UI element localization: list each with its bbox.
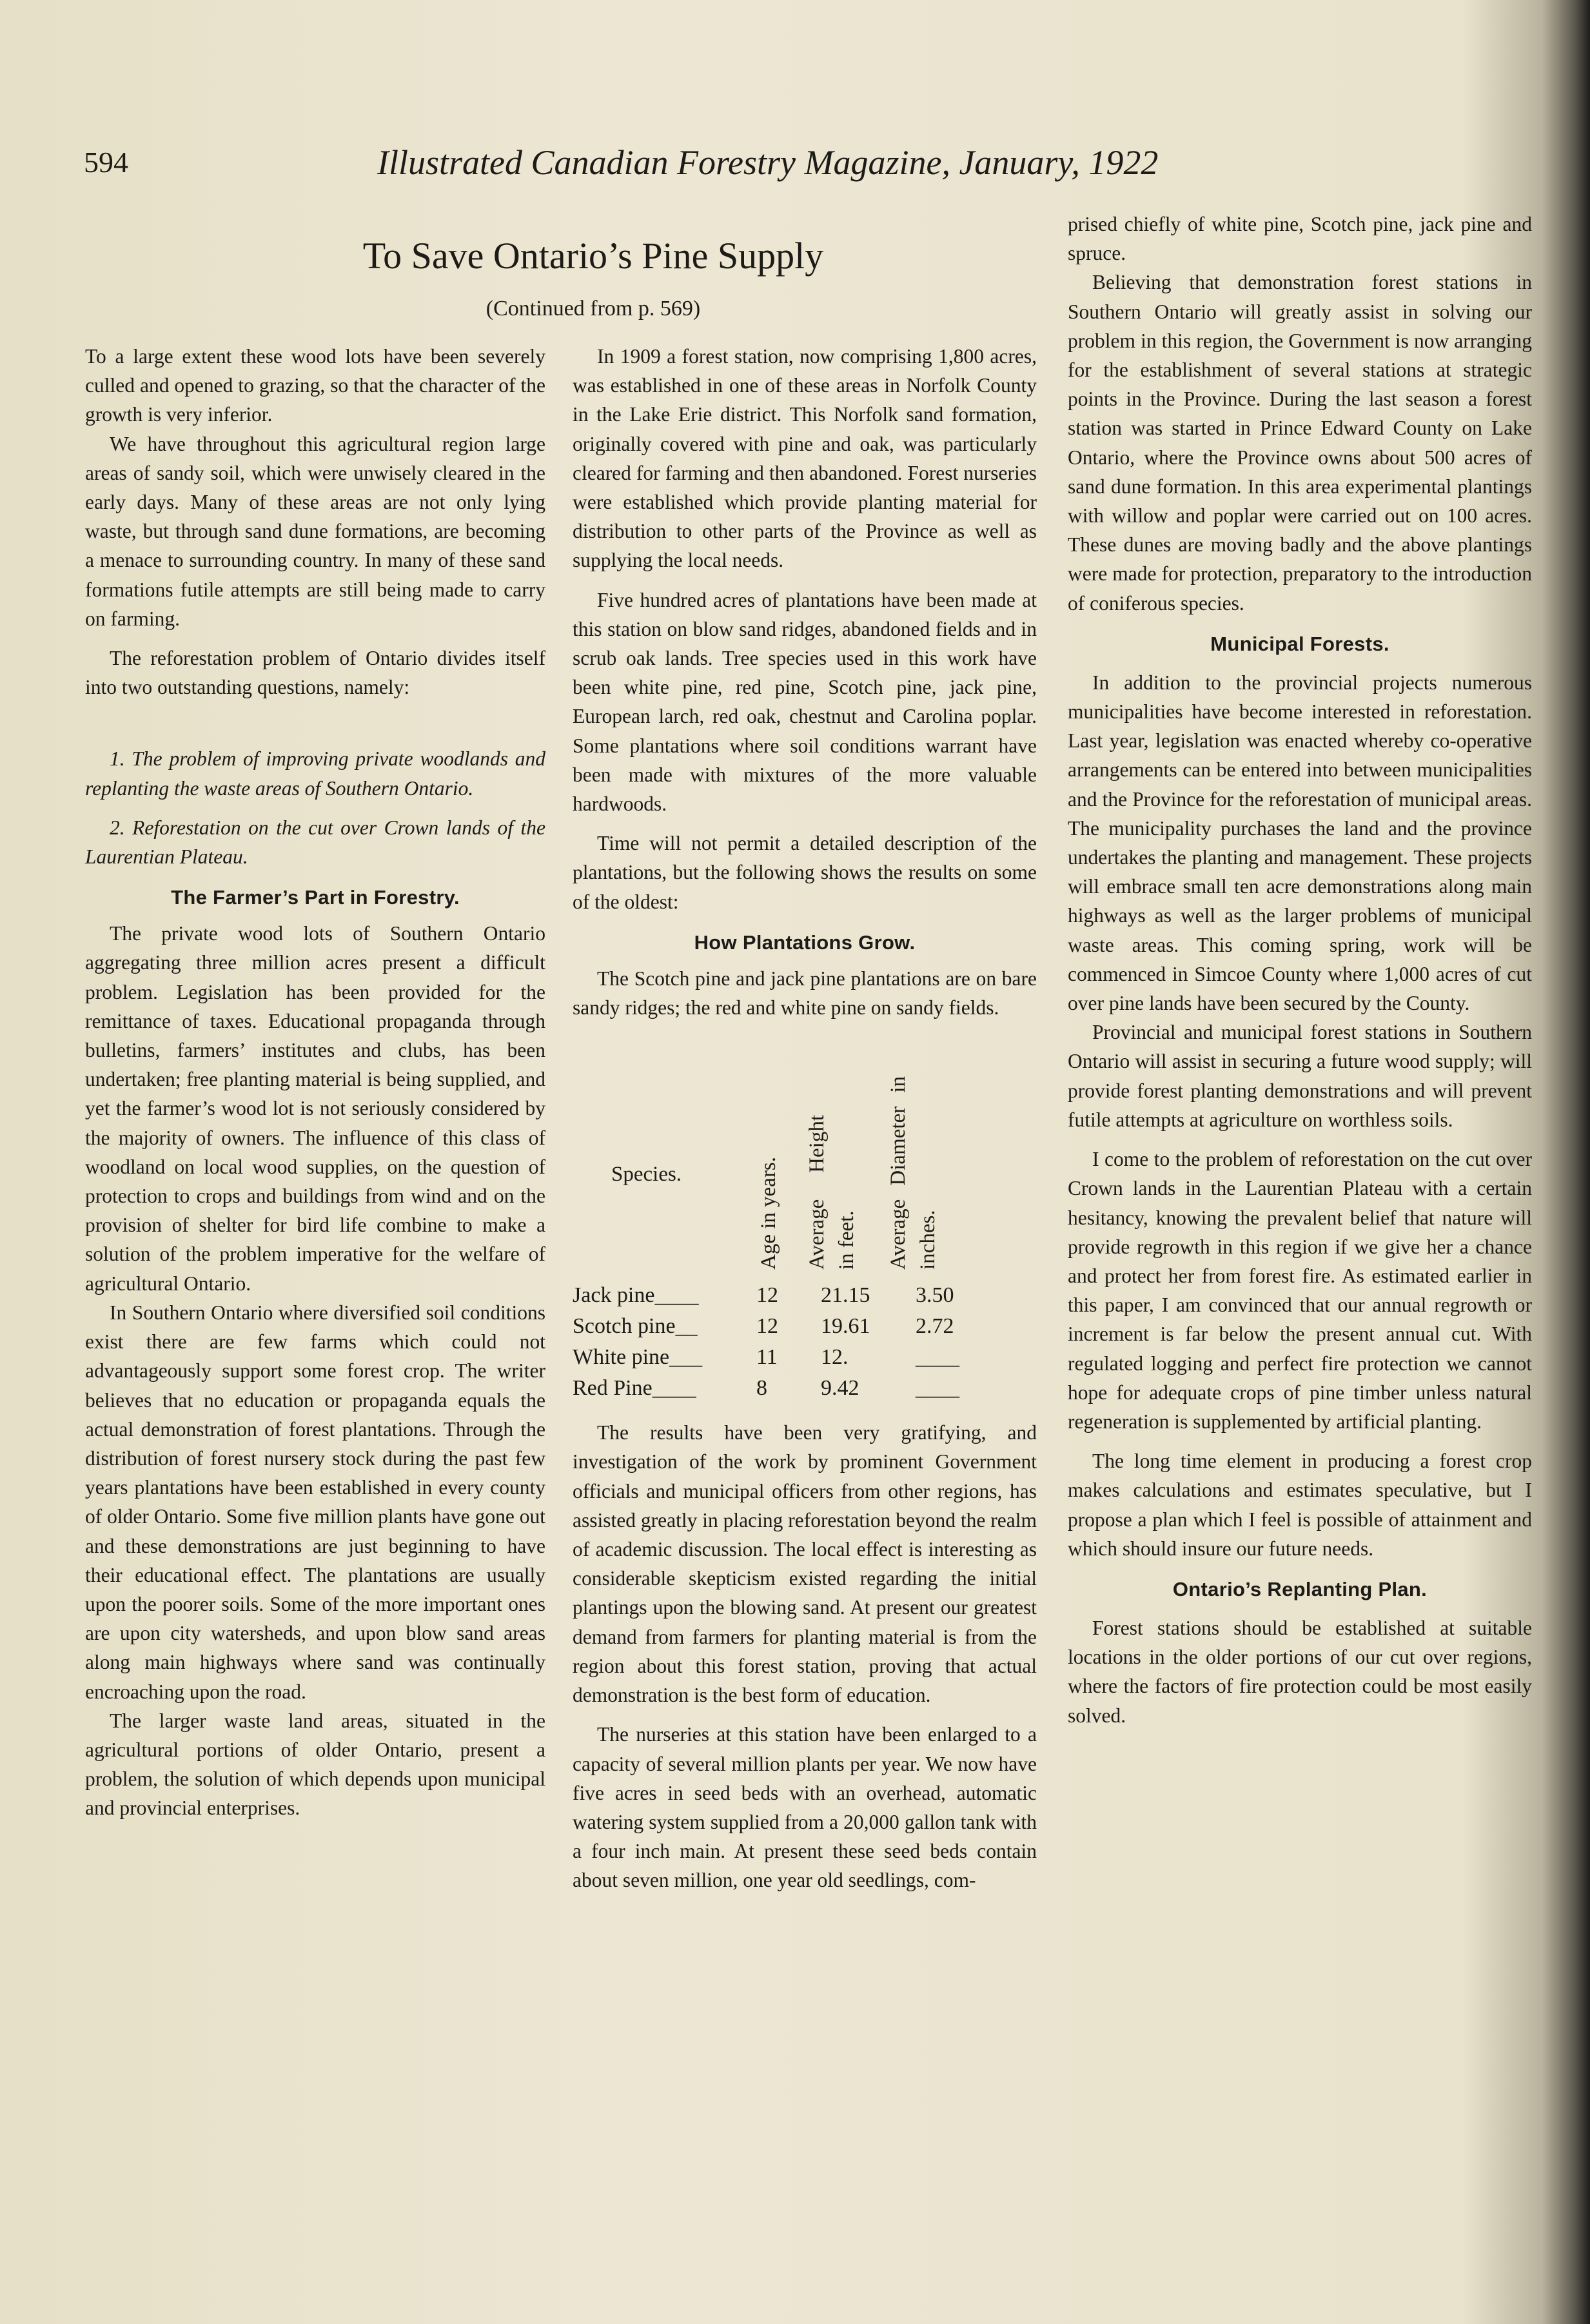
paragraph: We have throughout this agricultural region large areas of sandy soil, which were unwisely cleared in the early days. Many of these areas are not only lying waste, but through sand dune formations, are becoming a menace to surrounding country. In many of these sand formations futile attempts are still being made to carry on farming.: [85, 432, 545, 630]
paragraph: Time will not permit a detailed description of the plantations, but the following shows the results on some of the oldest:: [573, 832, 1037, 913]
table-row: [573, 1311, 1037, 1342]
cell-diameter: 2.72: [916, 1314, 954, 1339]
paragraph: In 1909 a forest station, now comprising 1,800 acres, was established in one of these areas in Norfolk County in the Lake Erie district. This Norfolk sand formation, originally covered with pine and oak, was particularly cleared for farming and then abandoned. Forest nurseries were established which provide planting material for distribution to other parts of the Province as well as supplying the local needs.: [573, 345, 1037, 572]
cell-height: 12.: [821, 1345, 849, 1370]
cell-height: 21.15: [821, 1283, 870, 1308]
section-heading: The Farmer’s Part in Forestry.: [171, 886, 460, 909]
table-header-height: [802, 1115, 861, 1270]
continued-note: (Continued from p. 569): [486, 297, 701, 320]
section-heading: Municipal Forests.: [1210, 632, 1389, 655]
cell-diameter: 3.50: [916, 1283, 954, 1308]
paragraph: Provincial and municipal forest stations in Southern Ontario will assist in securing a future wood supply; will provide forest planting demonstrations and will prevent futile attempts at agriculture on worthless soils.: [1068, 1021, 1532, 1131]
table-header-species: Species.: [611, 1163, 682, 1187]
paragraph: The long time element in producing a forest crop makes calculations and estimates speculative, but I propose a plan which I feel is possible of attainment and which should insure our future needs.: [1068, 1450, 1532, 1560]
column-3: [1068, 210, 1532, 1730]
cell-age: 12: [756, 1283, 778, 1308]
cell-age: 12: [756, 1314, 778, 1339]
cell-species: Jack pine____: [573, 1283, 699, 1308]
paragraph: Believing that demonstration forest stations in Southern Ontario will greatly assist in solving our problem in this region, the Government is now arranging for the establishment of several stations at strategic points in the Province. During the last season a forest station was started in Prince Edward County on Lake Ontario, where the Province owns about 500 acres of sand dune formation. In this area experimental plantings with willow and poplar were carried out on 100 acres. These dunes are moving badly and the above plantings were made for protection, preparatory to the introduction of coniferous species.: [1068, 271, 1532, 615]
table-header-age: Age in years.: [757, 1157, 780, 1270]
paragraph: The larger waste land areas, situated in the agricultural portions of older Ontario, present a problem, the solution of which depends upon municipal and provincial enterprises.: [85, 1709, 545, 1820]
cell-height: 19.61: [821, 1314, 870, 1339]
paragraph: The nurseries at this station have been enlarged to a capacity of several million plants per year. We now have five acres in seed beds with an overhead, automatic watering system supplied from a 20,000 gallon tank with a four inch main. At present these seed beds contain about seven million, one year old seedlings, com-: [573, 1723, 1037, 1892]
cell-age: 11: [756, 1345, 778, 1370]
paragraph: In Southern Ontario where diversified soil conditions exist there are few farms which could not advantageously support some forest crop. The writer believes that no education or propaganda equals the actual demonstration of forest plantations. Through the distribution of forest nursery stock during the past few years plantations have been established in every county of older Ontario. Some five million plants have gone out and these demonstrations are just beginning to have their educational effect. The plantations are usually upon the poorer soils. Some of the more important ones are upon city watersheds, and upon blow sand areas along main highways where sand was continually encroaching upon the road.: [85, 1301, 545, 1703]
list-item: 2. Reforestation on the cut over Crown lands of the Laurentian Plateau.: [85, 816, 545, 869]
cell-age: 8: [756, 1376, 767, 1401]
section-heading: How Plantations Grow.: [694, 931, 916, 954]
article-title: To Save Ontario’s Pine Supply: [362, 235, 824, 277]
paragraph: The reforestation problem of Ontario divides itself into two outstanding questions, namely:: [85, 647, 545, 699]
table-header-height-text: Average Height in feet.: [805, 1115, 858, 1270]
cell-species: Scotch pine__: [573, 1314, 698, 1339]
cell-species: White pine___: [573, 1345, 703, 1370]
paragraph: Five hundred acres of plantations have been made at this station on blow sand ridges, abandoned fields and in scrub oak lands. Tree species used in this work have been white pine, red pine, Scotch pine, jack pine, European larch, red oak, chestnut and Carolina poplar. Some plantations where soil conditions warrant have been made with mixtures of the more valuable hardwoods.: [573, 588, 1037, 816]
paragraph: The results have been very gratifying, and investigation of the work by prominent Government officials and municipal officers from other regions, has assisted greatly in placing reforestation beyond the realm of academic discussion. The local effect is interesting as considerable skepticism existed regarding the initial plantings upon the blowing sand. At present our greatest demand from farmers for planting material is from the region about this forest station, proving that actual demonstration is the best form of education.: [573, 1421, 1037, 1707]
paragraph: In addition to the provincial projects numerous municipalities have become interested in reforestation. Last year, legislation was enacted whereby co-operative arrangements can be entered into between municipalities and the Province for the reforestation of municipal areas. The municipality purchases the land and the province undertakes the planting and management. These projects will embrace small ten acre demonstrations along main highways as well as the larger problems of municipal waste areas. This coming spring, work will be commenced in Simcoe County where 1,000 acres of cut over pine lands have been secured by the County.: [1068, 671, 1532, 1015]
page-header: [84, 143, 1244, 195]
paragraph: prised chiefly of white pine, Scotch pine, jack pine and spruce.: [1068, 213, 1532, 265]
paragraph: I come to the problem of reforestation on the cut over Crown lands in the Laurentian Plateau with a certain hesitancy, knowing the prevalent belief that nature will provide regrowth in this region if we give her a chance and protect her from forest fire. As estimated earlier in this paper, I am convinced that our annual regrowth or increment is far below the present annual cut. With regulated logging and perfect fire protection we cannot hope for adequate crops of pine timber unless natural regeneration is supplemented by artificial planting.: [1068, 1148, 1532, 1433]
column-2: [573, 342, 1037, 1895]
list-item: 1. The problem of improving private woodlands and replanting the waste areas of Southern Ontario.: [85, 747, 545, 800]
cell-diameter: ____: [916, 1345, 959, 1370]
paragraph: The Scotch pine and jack pine plantations are on bare sandy ridges; the red and white pine on sandy fields.: [573, 967, 1037, 1019]
cell-species: Red Pine____: [573, 1376, 696, 1401]
section-heading: Ontario’s Replanting Plan.: [1172, 1577, 1428, 1600]
cell-diameter: ____: [916, 1376, 959, 1401]
table-row: [573, 1373, 1037, 1404]
cell-height: 9.42: [821, 1376, 859, 1401]
paragraph: To a large extent these wood lots have been severely culled and opened to grazing, so that the character of the growth is very inferior.: [85, 345, 545, 426]
plantation-table: [573, 1038, 1037, 1405]
paragraph: Forest stations should be established at suitable locations in the older portions of our cut over regions, where the factors of fire protection could be most easily solved.: [1068, 1616, 1532, 1727]
running-head: Illustrated Canadian Forestry Magazine, January, 1922: [377, 143, 1159, 182]
table-header-diameter: [883, 1076, 943, 1270]
table-row: [573, 1342, 1037, 1373]
column-1: [85, 342, 545, 1823]
table-row: [573, 1280, 1037, 1311]
paragraph: The private wood lots of Southern Ontario aggregating three million acres present a difficult problem. Legislation has been provided for the remittance of taxes. Educational propaganda through bulletins, farmers’ institutes and clubs, has been undertaken; free planting material is being supplied, and yet the farmer’s wood lot is not seriously considered by the majority of owners. The influence of this class of woodland on local wood supplies, on the question of protection to crops and buildings from wind and on the provision of shelter for bird life combine to make a solution of the problem imperative for the welfare of agricultural Ontario.: [85, 922, 545, 1295]
page-number: 594: [84, 146, 128, 179]
table-header-diameter-text: Average Diameter in inches.: [887, 1076, 939, 1270]
